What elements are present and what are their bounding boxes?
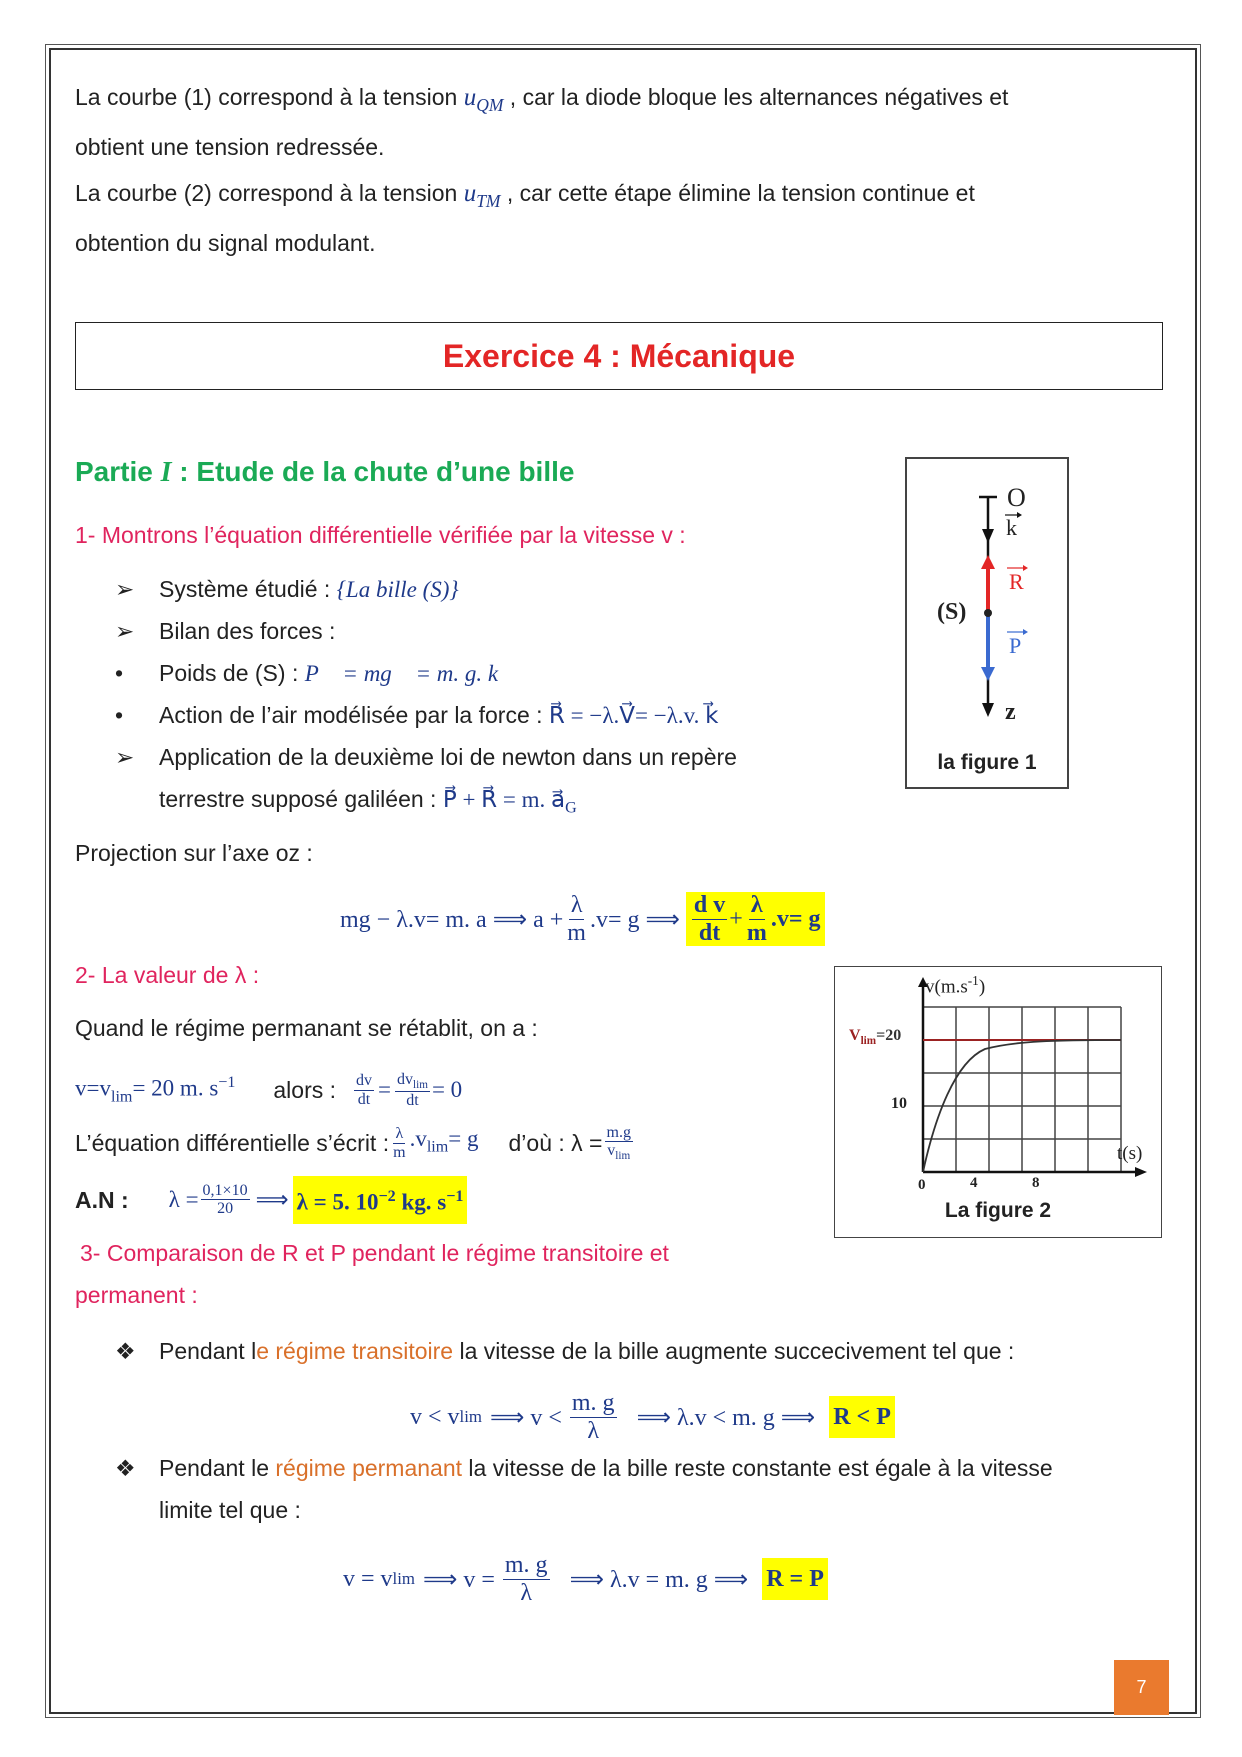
figure-2 <box>834 966 1162 1238</box>
list-item-system: ➢ Système étudié : {La bille (S)} <box>115 576 459 602</box>
lambda-result: λ = 5. $10^{-2}$ kg. $s^{-1}$ <box>293 1176 468 1224</box>
velocity-graph <box>835 967 1161 1237</box>
x-arrowhead <box>1135 1167 1147 1177</box>
label-P: P <box>1009 633 1022 658</box>
transitoire-result: R < P <box>829 1396 895 1438</box>
transitoire-equation: v < v lim ⟹ v < $\frac{m. g}{\lambda}$ ⟹ λ.v < m. g ⟹ R < P <box>410 1384 895 1450</box>
z-arrowhead <box>982 703 994 717</box>
intro-paragraph-2: La courbe (2) correspond à la tension $u_{TM}$ , car cette étape élimine la tension continue et obtention du signal modulant. <box>75 180 975 256</box>
label-z: z <box>1005 699 1016 725</box>
vlim-label: $V_{lim}=20$ <box>849 1027 902 1048</box>
page-number: 7 <box>1114 1660 1169 1715</box>
permanent-equation: v = v lim ⟹ v = $\frac{m. g}{\lambda}$ ⟹ λ.v = m. g ⟹ R = P <box>343 1546 828 1612</box>
label-k: k <box>1006 515 1017 540</box>
tick-4: 4 <box>970 1175 978 1191</box>
transitoire-item: ❖ Pendant le régime transitoire la vitesse de la bille augmente succecivement tel que : <box>115 1338 1015 1364</box>
y-axis-label: $v(m.s^{-1})$ <box>925 973 986 998</box>
tick-8: 8 <box>1032 1175 1040 1191</box>
figure-1 <box>905 457 1069 789</box>
list-item-air: • Action de l’air modélisée par la force : R⃗ = −λ.V⃗= −λ.v. k⃗ <box>115 702 719 728</box>
permanent-result: R = P <box>762 1558 828 1600</box>
list-item-bilan: ➢ Bilan des forces : <box>115 618 336 644</box>
p-arrowhead <box>981 667 995 681</box>
highlighted-equation: $\frac{\text{d v}}{dt}$ + $\frac{\lambda}{m}$ .v= g <box>686 892 825 946</box>
tick-10: 10 <box>891 1095 907 1112</box>
list-item-poids: • Poids de (S) : P⃗ = mg⃗ = m. g. k⃗ <box>115 660 516 686</box>
exercise-title: Exercice 4 : Mécanique <box>442 338 796 374</box>
q2-heading: 2- La valeur de λ : <box>75 962 260 988</box>
figure-2-caption: La figure 2 <box>944 1199 1052 1222</box>
q3-heading: 3- Comparaison de R et P pendant le régime transitoire et permanent : <box>75 1240 669 1308</box>
projection-label: Projection sur l’axe oz : <box>75 840 313 866</box>
label-S: (S) <box>937 599 967 625</box>
q1-heading: 1- Montrons l’équation différentielle vérifiée par la vitesse v : <box>75 522 686 548</box>
eqdiff-line: L’équation différentielle s’écrit : $\frac{\lambda}{m}$ $.v_{lim}= g$ d’où : λ = $\frac{m.g}{v_{lim}}$ <box>75 1123 631 1163</box>
q2-line1: Quand le régime permanant se rétablit, on a : <box>75 1015 538 1041</box>
exercise-title-box <box>75 322 1163 390</box>
x-axis-label: t(s) <box>1117 1143 1143 1164</box>
permanent-item: ❖ Pendant le régime permanant la vitesse de la bille reste constante est égale à la vitesse limite tel que : <box>115 1455 1053 1523</box>
label-O: O <box>1007 483 1026 512</box>
ball-point <box>984 609 992 617</box>
list-item-newton: ➢ Application de la deuxième loi de newton dans un repère terrestre supposé galiléen : P⃗ + R⃗ = m. $a⃗_G$ <box>115 744 737 817</box>
intro-paragraph-1: La courbe (1) correspond à la tension $u_{QM}$ , car la diode bloque les alternances négatives et obtient une tension redressée. <box>75 84 1009 160</box>
r-arrowhead <box>981 555 995 569</box>
force-diagram <box>907 459 1067 787</box>
graph-grid <box>923 1007 1121 1172</box>
vlim-line: $v=v_{lim}= 20$ m. $s^{-1}$ alors : $\frac{dv}{dt}$ = $\frac{dv_{lim}}{dt}$ = 0 <box>75 1070 463 1110</box>
tick-0: 0 <box>918 1177 926 1193</box>
an-line: A.N : λ = $\frac{0,1\times 10}{20}$ ⟹ λ = 5. $10^{-2}$ kg. $s^{-1}$ <box>75 1176 467 1224</box>
figure-1-caption: la figure 1 <box>937 751 1037 774</box>
k-arrowhead <box>982 529 994 543</box>
label-R: R <box>1009 569 1024 594</box>
partie-heading: Partie I : Etude de la chute d’une bille <box>75 456 575 488</box>
differential-equation: mg − λ.v= m. a ⟹ a + $\frac{\lambda}{m}$ .v= g ⟹ $\frac{\text{d v}}{dt}$ + $\frac{\lambda}{m}$ .v= g <box>340 884 825 954</box>
